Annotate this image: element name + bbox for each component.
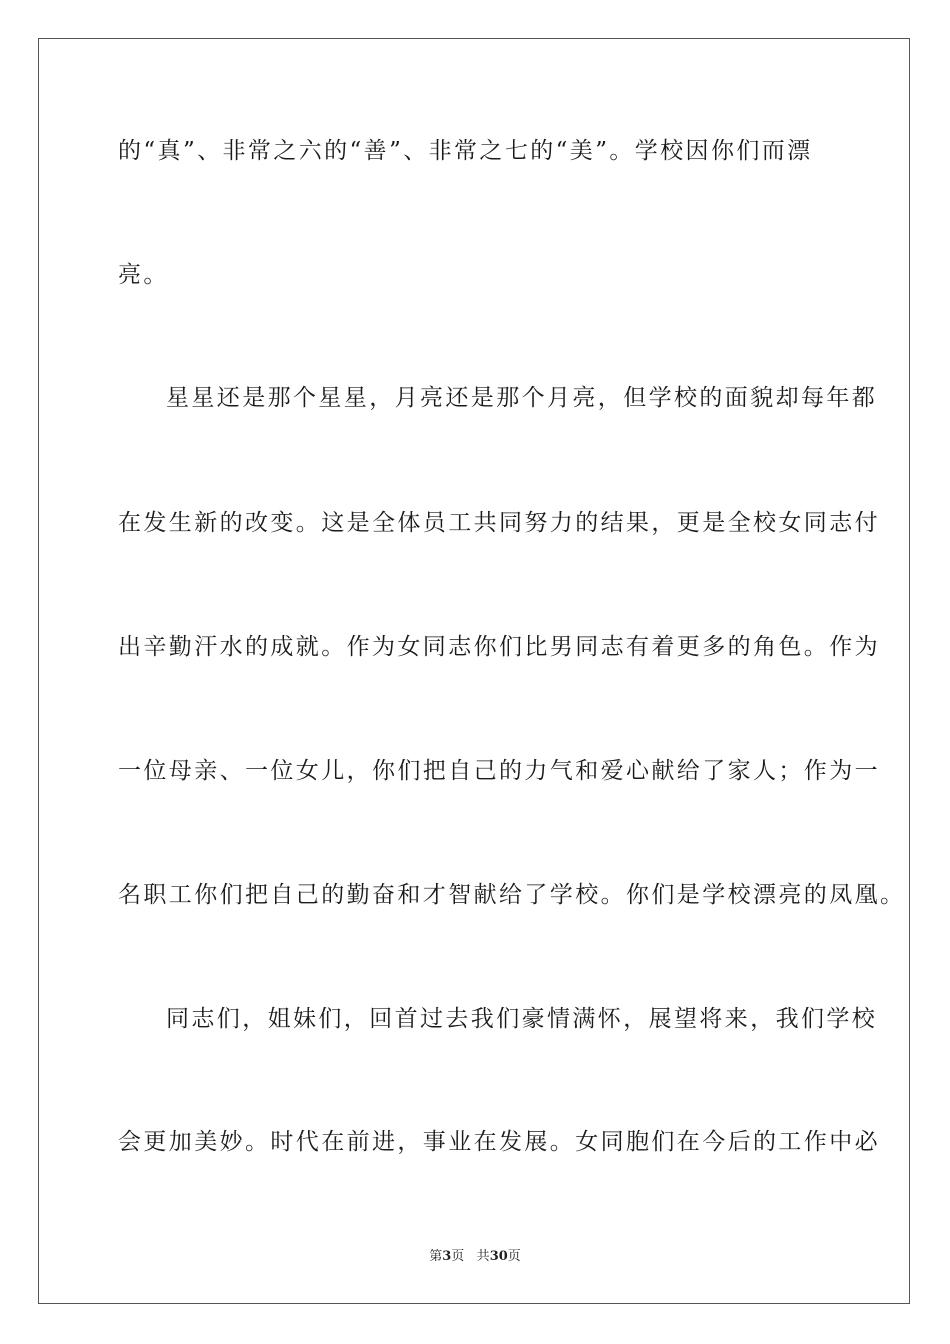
text-line-6: 一位母亲、一位女儿，你们把自己的力气和爱心献给了家人；作为一 [118,758,880,784]
page-number: 3 [442,1249,452,1264]
page-suffix: 页 [451,1249,465,1264]
paragraph-start-line: 星星还是那个星星，月亮还是那个月亮，但学校的面貌却每年都 [166,385,878,411]
text-line-1: 的“真”、非常之六的“善”、非常之七的“美”。学校因你们而漂 [118,138,813,164]
paragraph-start-line: 同志们，姐妹们，回首过去我们豪情满怀，展望将来，我们学校 [166,1006,878,1032]
page-footer [0,1248,950,1266]
text-line-4: 在发生新的改变。这是全体员工共同努力的结果，更是全校女同志付 [118,510,880,536]
total-prefix: 共 [476,1249,490,1264]
page-prefix: 第 [429,1249,443,1264]
total-suffix: 页 [507,1249,521,1264]
text-line-7: 名职工你们把自己的勤奋和才智献给了学校。你们是学校漂亮的凤凰。 [118,882,906,908]
total-pages: 30 [489,1249,508,1264]
text-line-9: 会更加美妙。时代在前进，事业在发展。女同胞们在今后的工作中必 [118,1129,880,1155]
text-line-2: 亮。 [118,262,169,288]
text-line-5: 出辛勤汗水的成就。作为女同志你们比男同志有着更多的角色。作为 [118,634,880,660]
page-border [38,38,910,1304]
